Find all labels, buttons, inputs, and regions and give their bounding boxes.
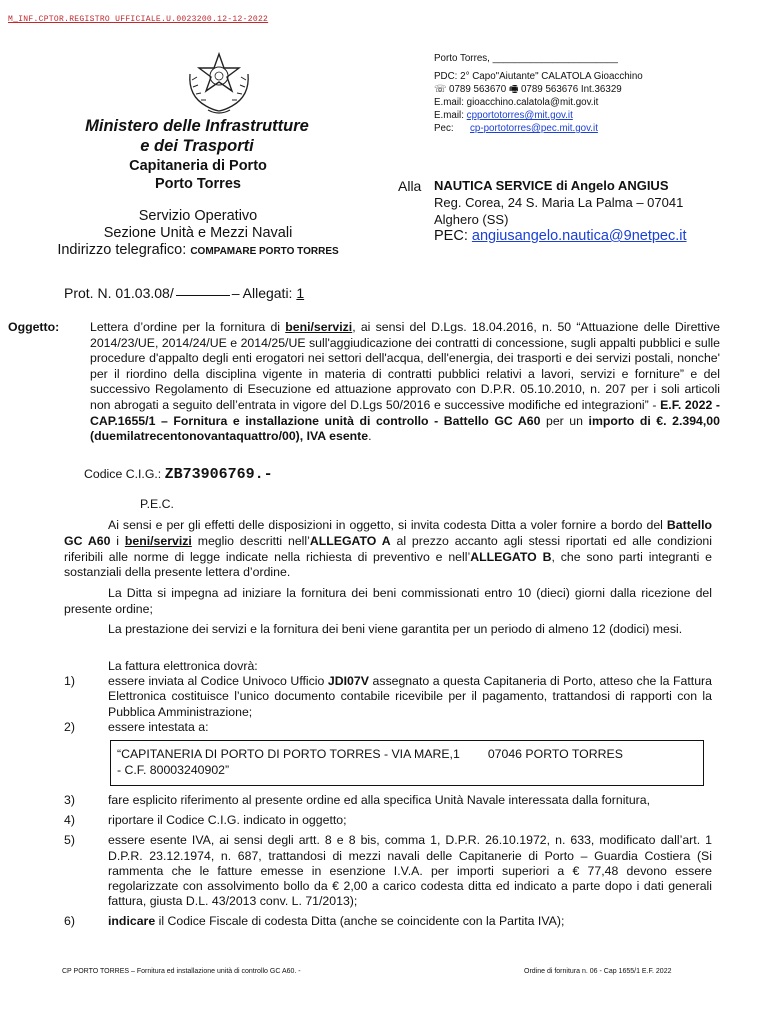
pec-link[interactable]: cp-portotorres@pec.mit.gov.it xyxy=(470,123,598,134)
subject-part-4: per un xyxy=(540,413,589,428)
p1-text-i: , che sono parti integranti e sostanziali della presente lettera d’ordine. xyxy=(64,549,712,580)
list-item xyxy=(64,659,712,674)
fax-icon: 🖷 xyxy=(508,84,519,95)
ministry-line-1: Ministero delle Infrastrutture xyxy=(85,117,309,135)
ministry-line-2: e dei Trasporti xyxy=(140,137,254,155)
pec-line xyxy=(434,122,754,135)
pec-label: Pec: xyxy=(434,123,454,134)
box-line-1b: 07046 PORTO TORRES xyxy=(487,747,623,761)
cig-code: ZB73906769.- xyxy=(164,466,273,483)
protocol-blank xyxy=(176,295,230,296)
subject-part-2: , ai sensi del D.Lgs. 18.04.2016, n. 50 “Attuazione delle Direttive 2014/23/UE, 2014/24/UE e 2014/25/UE sull'aggiudicazione dei contratti di concessione, sugli appalti pubblici e sulle procedure d'appalto degli enti erogatori nei settori dell'acqua, dell'energia, dei trasporti e dei servizi postali, nonche' per il riordino della disciplina vigente in materia di contratti pubblici relativi a lavori, servizi e forniture” e del successivo Regolamento di Esecuzione ed attuazione approvato con D.P.R. 05.10.2010, n. 207 per i soli articoli non abrogati a seguito dell’entrata in vigore del D.Lgs 50/2016 e successive modifiche ed integrazioni” - xyxy=(90,320,720,412)
list-text: essere intestata a: xyxy=(108,719,209,734)
p1-attachment-b: ALLEGATO B xyxy=(470,549,552,564)
capitaneria-name xyxy=(98,157,298,193)
subject-text xyxy=(90,320,720,445)
subject-supply: E.F. 2022 - CAP.1655/1 – Fornitura e installazione unità di controllo - Battello GC A60 xyxy=(90,397,721,428)
recipient-address-2: Alghero (SS) xyxy=(434,212,509,227)
list-text xyxy=(108,914,712,929)
cig-line xyxy=(84,466,273,483)
p3-text: La prestazione dei servizi e la fornitura dei beni viene garantita per un periodo di almeno 12 (dodici) mesi. xyxy=(108,622,683,636)
recipient-prefix: Alla xyxy=(398,178,422,194)
list-text xyxy=(108,674,712,720)
list-item xyxy=(64,720,712,735)
invoice-list-bottom xyxy=(64,793,712,930)
recipient-name: NAUTICA SERVICE di Angelo ANGIUS xyxy=(434,178,669,193)
paragraph-3 xyxy=(64,622,712,638)
list-text: essere esente IVA, ai sensi degli artt. 8 e 8 bis, comma 1, D.P.R. 26.10.1972, n. 633, modificato dall’art. 1 D.P.R. 23.12.1974, n. 687, trattandosi di mezzi navali delle Capitanerie di Porto – Guardia Costiera (Si rammenta che le fatture emesse in esenzione I.V.A. per importi superiori a € 77,48 devono essere regolarizzate con assolvimento bollo da € 2,00 a carico codesta ditta ed indicato a parte dopo i dati generali fattura, giusta D.L. 43/2013 conv. L. 71/2013); xyxy=(108,833,712,909)
recipient-address-1: Reg. Corea, 24 S. Maria La Palma – 07041 xyxy=(434,195,684,210)
paragraph-1 xyxy=(64,518,712,581)
p1-attachment-a: ALLEGATO A xyxy=(309,533,391,548)
invoice-header-box xyxy=(110,740,704,786)
list-item xyxy=(64,833,712,909)
subject-part-1: Lettera d’ordine per la fornitura di xyxy=(90,320,286,334)
registry-protocol-line: M_INF.CPTOR.REGISTRO UFFICIALE.U.0023200.12-12-2022 xyxy=(8,15,269,24)
item1-office-code: JDI07V xyxy=(327,674,369,689)
p1-text-e: meglio descritti nell’ xyxy=(191,533,310,548)
transmission-mode: P.E.C. xyxy=(140,497,174,511)
list-item xyxy=(64,674,712,720)
list-item xyxy=(64,813,712,828)
p1-text-g: al prezzo accanto agli stessi riportati ed alle condizioni riferibili alle norme di legge indicate nella richiesta di preventivo e nell’ xyxy=(64,533,712,564)
item1-text-a: essere inviata al Codice Univoco Ufficio xyxy=(108,674,328,689)
republic-emblem-icon xyxy=(180,40,258,118)
ministry-name xyxy=(62,116,332,156)
box-line-2: - C.F. 80003240902” xyxy=(117,762,230,777)
capitaneria-line-2: Porto Torres xyxy=(155,176,241,192)
invoice-intro: La fattura elettronica dovrà: xyxy=(108,659,258,673)
list-number: 6) xyxy=(64,914,75,929)
email-2-link[interactable]: cpportotorres@mit.gov.it xyxy=(466,110,573,121)
list-text: fare esplicito riferimento al presente ordine ed alla specifica Unità Navale interessata dalla fornitura, xyxy=(108,793,651,807)
office-line-2: Sezione Unità e Mezzi Navali xyxy=(103,225,293,241)
p1-goods-services: beni/servizi xyxy=(124,533,192,548)
item6-text: il Codice Fiscale di codesta Ditta (anche se coincidente con la Partita IVA); xyxy=(155,914,565,929)
list-item xyxy=(64,914,712,929)
email-1: E.mail: gioacchino.calatola@mit.gov.it xyxy=(434,97,599,108)
recipient-pec-link[interactable]: angiusangelo.nautica@9netpec.it xyxy=(471,228,687,244)
p1-text-a: Ai sensi e per gli effetti delle disposizioni in oggetto, si invita codesta Ditta a voler fornire a bordo del xyxy=(108,518,667,532)
list-number: 2) xyxy=(64,719,75,734)
cig-label: Codice C.I.G.: xyxy=(84,467,165,481)
office-block xyxy=(40,208,356,260)
subject-amount: importo di €. 2.394,00 (duemilatrecentonovantaquattro/00), IVA esente xyxy=(90,413,720,444)
footer-right: Ordine di fornitura n. 06 - Cap 1655/1 E.F. 2022 xyxy=(524,968,672,975)
p1-text-c: i xyxy=(110,533,125,548)
email-2-label: E.mail: xyxy=(434,110,467,121)
recipient-pec-label: PEC: xyxy=(434,228,472,244)
office-line-1: Servizio Operativo xyxy=(138,208,258,224)
subject-goods-services: beni/servizi xyxy=(285,320,353,334)
attachments-label: – Allegati: xyxy=(231,285,297,301)
subject-block xyxy=(8,320,720,445)
protocol-number: Prot. N. 01.03.08/ xyxy=(64,285,174,301)
protocol-line xyxy=(64,285,304,301)
telegraph-value: COMPAMARE PORTO TORRES xyxy=(190,246,339,257)
attachments-count: 1 xyxy=(296,285,305,301)
recipient-pec xyxy=(434,228,764,245)
phone-icon: ☏ xyxy=(434,84,447,95)
list-number: 1) xyxy=(64,674,75,689)
invoice-list-top xyxy=(64,659,712,735)
list-number: 4) xyxy=(64,813,75,828)
email-2-line xyxy=(434,109,754,122)
recipient-block xyxy=(434,177,764,245)
telegraph-label: Indirizzo telegrafico: xyxy=(57,242,191,258)
place-date-line: Porto Torres, _______________________ xyxy=(434,53,618,64)
contact-block xyxy=(434,52,754,135)
box-line-1a: “CAPITANERIA DI PORTO DI PORTO TORRES - VIA MARE,1 xyxy=(117,747,460,761)
fax-number: 0789 563676 Int.36329 xyxy=(520,84,622,95)
subject-end: . xyxy=(368,429,372,444)
paragraph-2 xyxy=(64,586,712,618)
phone-number: 0789 563670 xyxy=(449,84,507,95)
point-of-contact: PDC: 2° Capo"Aiutante" CALATOLA Gioacchino xyxy=(434,71,643,82)
list-number: 5) xyxy=(64,833,75,848)
p2-text: La Ditta si impegna ad iniziare la fornitura dei beni commissionati entro 10 (dieci) giorni dalla ricezione del presente ordine; xyxy=(64,586,712,616)
list-text: riportare il Codice C.I.G. indicato in oggetto; xyxy=(108,813,347,828)
footer-left: CP PORTO TORRES – Fornitura ed installazione unità di controllo GC A60. - xyxy=(62,968,301,975)
item1-text-c: assegnato a questa Capitaneria di Porto, atteso che la Fattura Elettronica costituisce l’unico documento contabile ricevibile per il pagamento, trattandosi di rapporti con la Pubblica Amministrazione; xyxy=(108,674,712,719)
list-number: 3) xyxy=(64,793,75,807)
list-item xyxy=(64,793,712,808)
capitaneria-line-1: Capitaneria di Porto xyxy=(129,158,267,174)
phone-fax-line xyxy=(434,83,754,96)
box-line-1 xyxy=(117,747,697,763)
p1-boat: Battello GC A60 xyxy=(64,518,712,548)
item6-verb: indicare xyxy=(108,914,156,929)
telegraph-address xyxy=(40,242,356,260)
subject-label: Oggetto: xyxy=(8,320,60,334)
